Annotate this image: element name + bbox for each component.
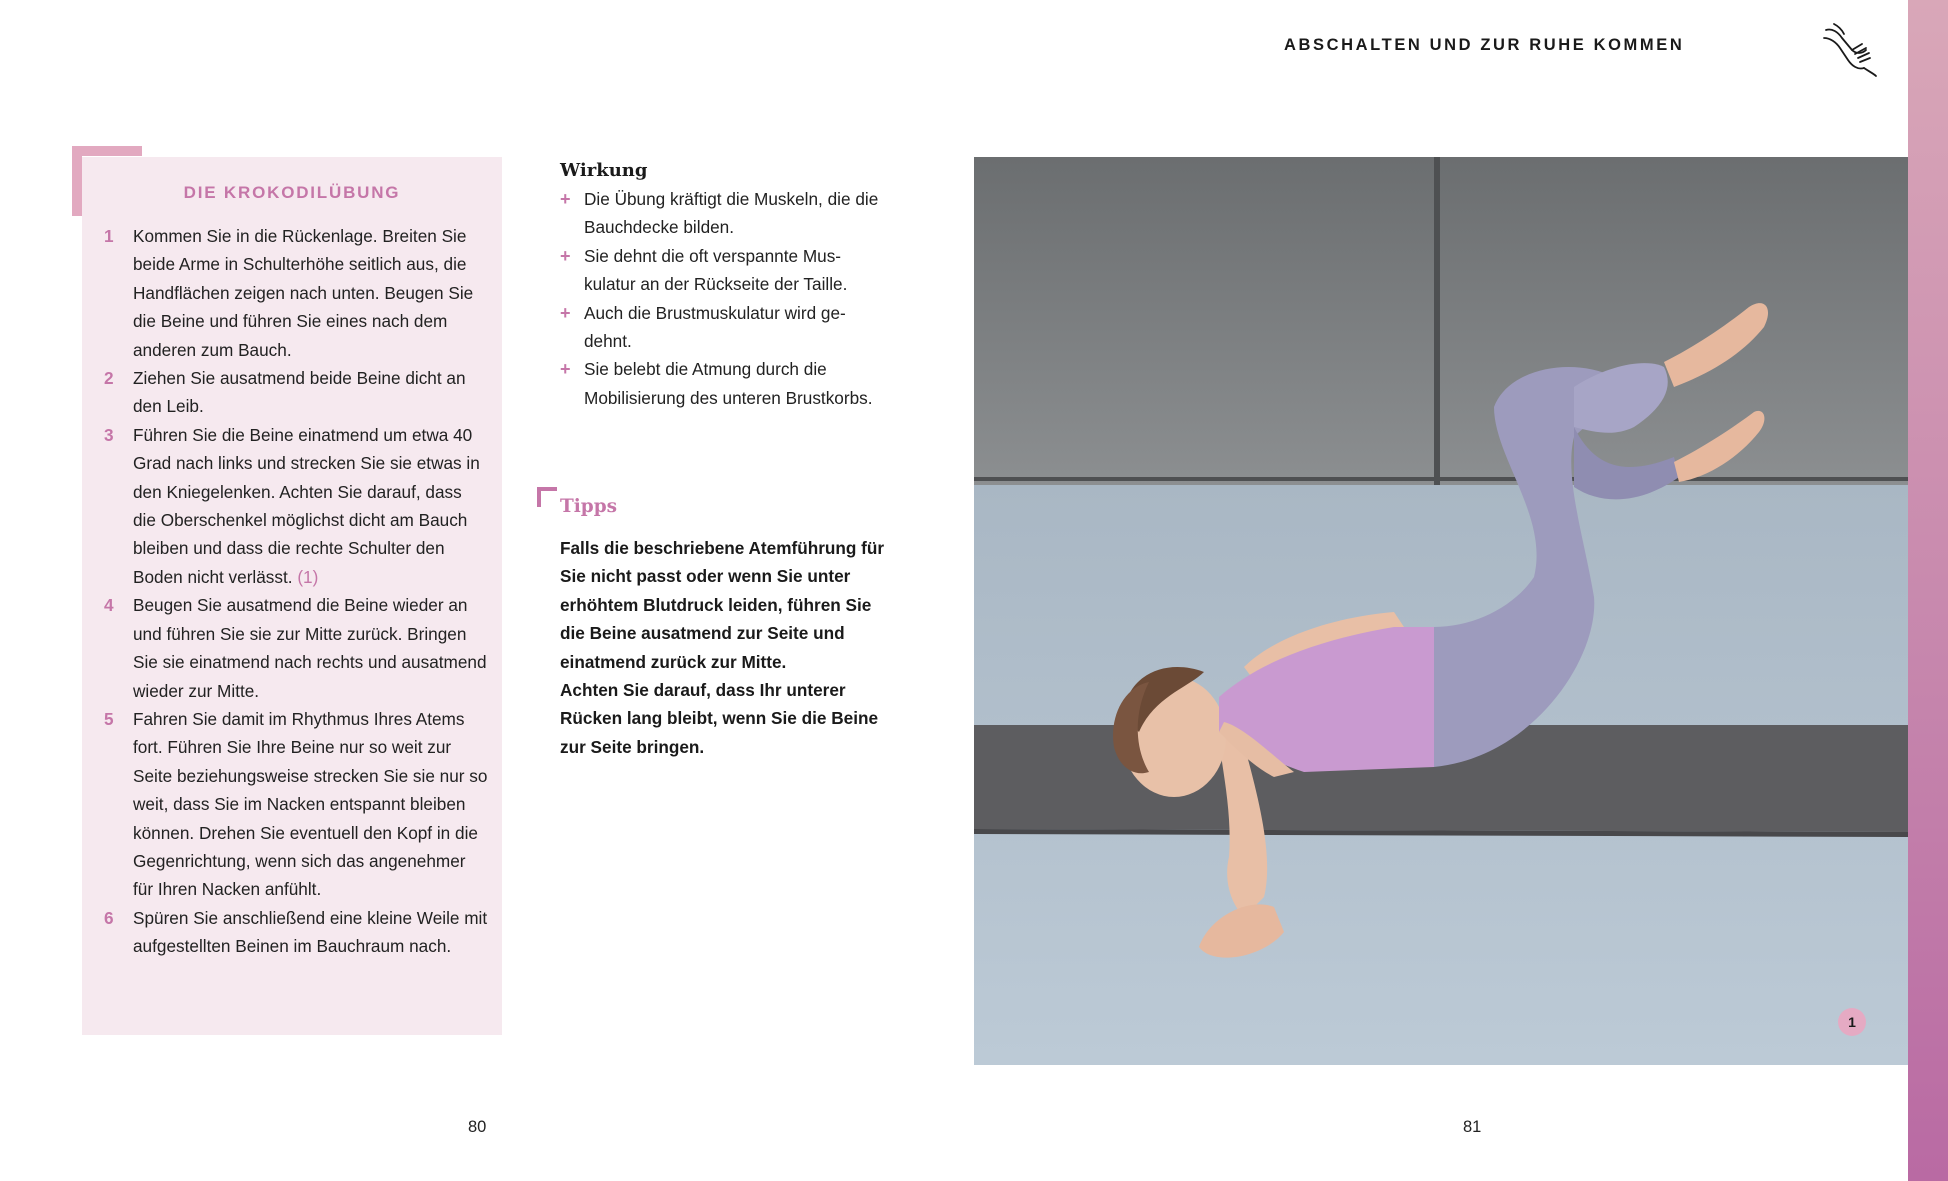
- effect-text: Sie dehnt die oft verspannte Muskulatur an der Rückseite der Taille.: [584, 245, 848, 295]
- page-edge-bar: [1908, 0, 1948, 1181]
- tips-title: Tipps: [560, 496, 618, 517]
- step-number: 6: [104, 907, 114, 928]
- step-text: Fahren Sie damit im Rhythmus Ihres Atems fort. Führen Sie Ihre Beine nur so weit zur Seite beziehungsweise strecken Sie sie nur so weit, dass Sie im Nacken entspannt bleiben können. Drehen Sie eventuell den Kopf in die Gegenrichtung, wenn sich das angenehmer für Ihren Nacken anfühlt.: [133, 708, 488, 900]
- effect-item: [560, 185, 886, 242]
- step-number: 5: [104, 708, 114, 729]
- step-item: [104, 904, 488, 961]
- plus-icon: +: [560, 189, 571, 209]
- step-number: 3: [104, 424, 114, 445]
- plus-icon: +: [560, 302, 571, 323]
- plus-icon: +: [560, 359, 571, 380]
- exercise-title: DIE KROKODILÜBUNG: [183, 183, 401, 202]
- hands-icon: [1822, 20, 1878, 78]
- box-corner-decoration: [72, 146, 142, 216]
- step-item: [104, 364, 488, 421]
- step-number: 2: [104, 368, 114, 389]
- step-text-wrapper: [133, 421, 488, 591]
- photo-number-badge: 1: [1838, 1008, 1866, 1036]
- chapter-title: ABSCHALTEN UND ZUR RUHE KOMMEN: [1284, 36, 1685, 54]
- step-number: 1: [104, 226, 114, 246]
- step-number: 4: [104, 595, 114, 616]
- step-item: [104, 222, 488, 364]
- page-number-right: 81: [1463, 1118, 1482, 1136]
- step-text: Beugen Sie ausatmend die Beine wieder an und führen Sie sie zur Mitte zurück. Bringen Sie sie einatmend nach rechts und ausatmend wieder zur Mitte.: [133, 595, 487, 701]
- effect-item: [560, 299, 886, 356]
- page-number-left: 80: [468, 1118, 487, 1136]
- effect-text: Auch die Brustmuskulatur wird gedehnt.: [584, 302, 846, 352]
- tips-body: [560, 534, 890, 761]
- tips-corner-decoration: [537, 487, 557, 507]
- effect-item: [560, 355, 886, 412]
- effect-item: [560, 242, 886, 299]
- effects-title: Wirkung: [560, 160, 648, 181]
- plus-icon: +: [560, 245, 571, 266]
- step-text: Spüren Sie anschließend eine kleine Weile mit aufgestellten Beinen im Bauchraum nach.: [133, 907, 488, 957]
- effect-text: Sie belebt die Atmung durch die Mobilisierung des unteren Brustkorbs.: [584, 359, 873, 408]
- step-item: [104, 421, 488, 591]
- photo-reference: (1): [297, 566, 319, 587]
- step-text: Kommen Sie in die Rückenlage. Breiten Sie beide Arme in Schulterhöhe seitlich aus, die Handflächen zeigen nach unten. Beugen Sie die Beine und führen Sie eines nach dem anderen zum Bauch.: [133, 226, 474, 360]
- step-text: Ziehen Sie ausatmend beide Beine dicht an den Leib.: [133, 368, 466, 417]
- photo-illustration: [974, 157, 1908, 1065]
- tips-paragraph: Falls die beschriebene Atemführung für Sie nicht passt oder wenn Sie unter erhöhtem Blutdruck leiden, führen Sie die Beine ausatmend zur Seite und einatmend zurück zur Mitte.: [560, 538, 885, 672]
- exercise-steps: [104, 222, 488, 961]
- exercise-photo: [974, 157, 1908, 1065]
- step-text: Führen Sie die Beine einatmend um etwa 40 Grad nach links und strecken Sie sie etwas in den Kniegelenken. Achten Sie darauf, dass die Oberschenkel möglichst dicht am Bauch bleiben und dass die rechte Schulter den Boden nicht verlässt.: [133, 424, 480, 587]
- step-item: [104, 705, 488, 904]
- tips-paragraph: Achten Sie darauf, dass Ihr unterer Rücken lang bleibt, wenn Sie die Beine zur Seite bringen.: [560, 680, 879, 757]
- effects-section: [560, 160, 886, 412]
- effect-text: Die Übung kräftigt die Muskeln, die die Bauchdecke bilden.: [584, 189, 879, 238]
- step-item: [104, 591, 488, 705]
